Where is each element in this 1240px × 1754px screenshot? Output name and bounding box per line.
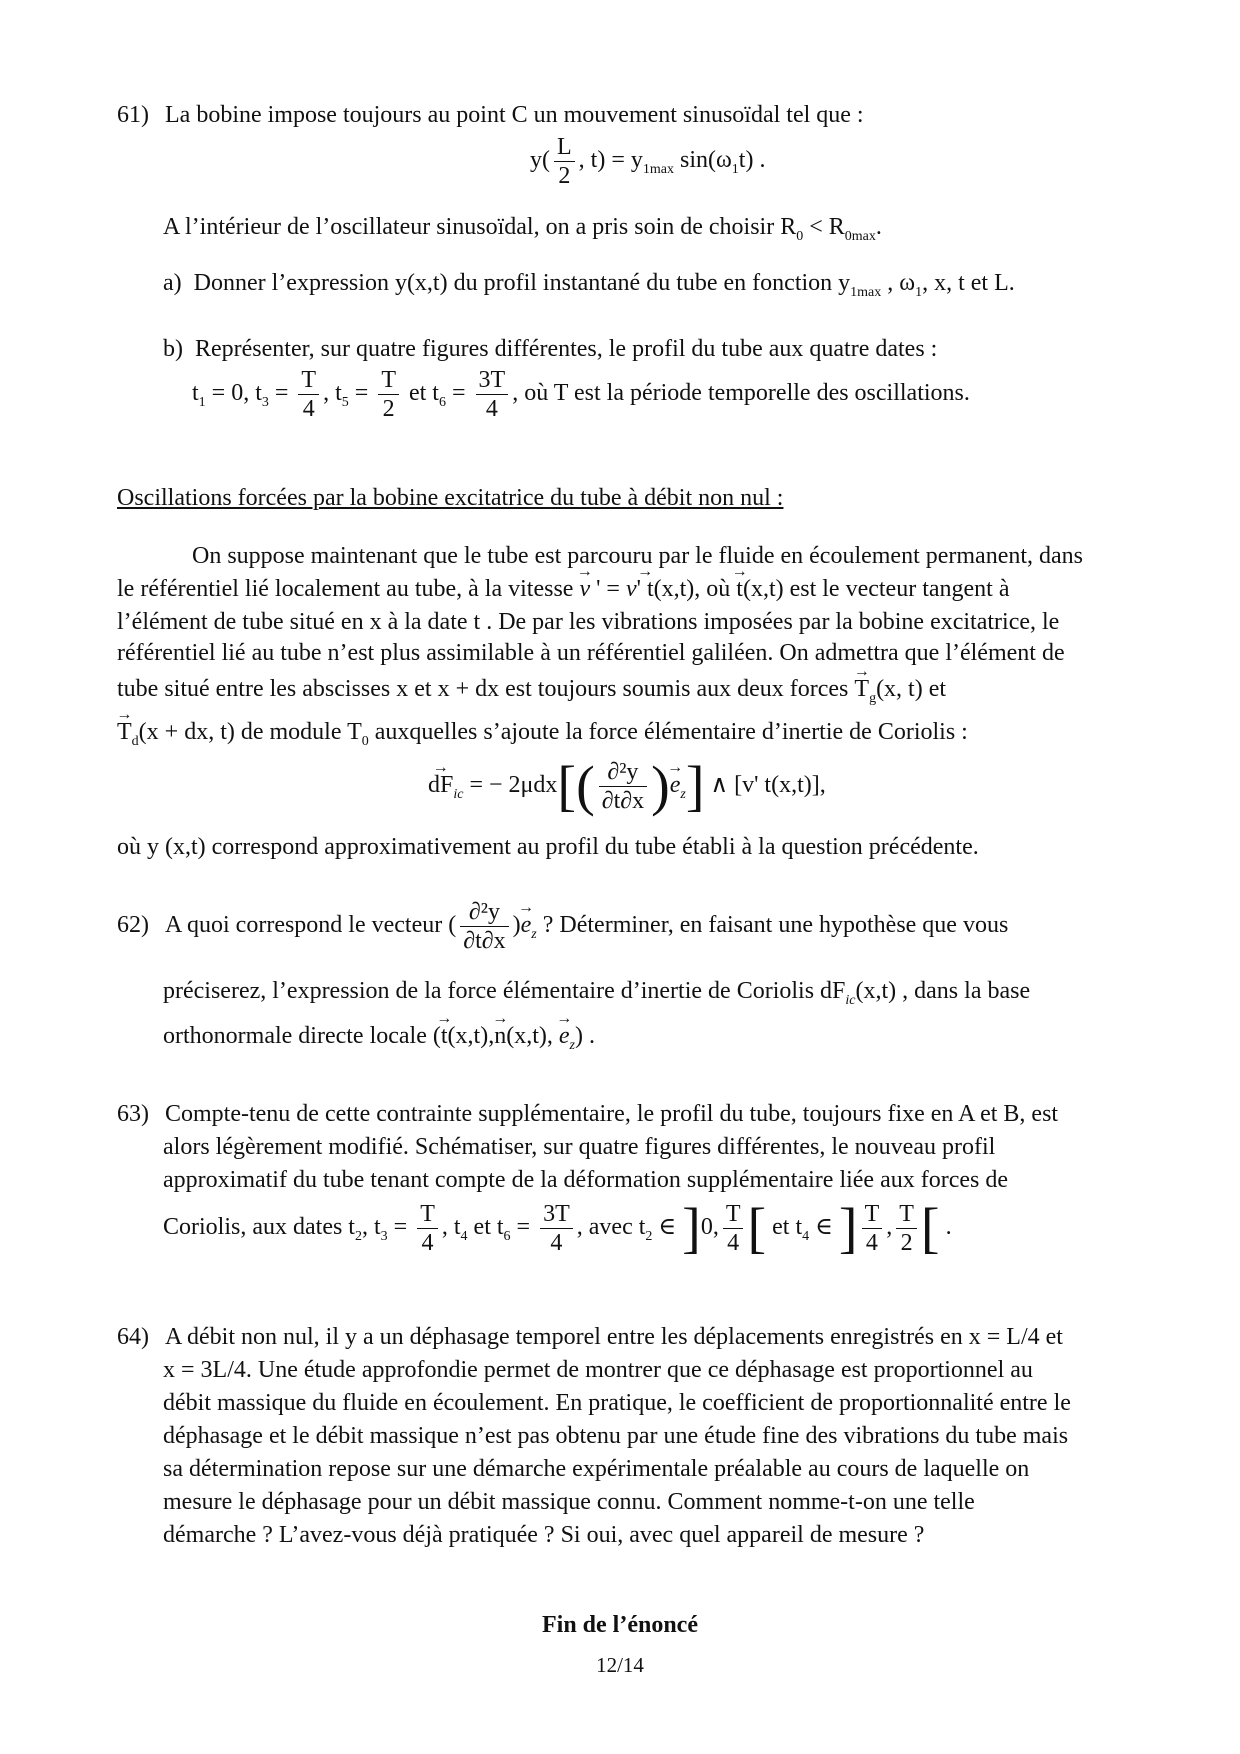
- eq-sub: 1max: [642, 161, 674, 177]
- q63-sub: 6: [503, 1228, 511, 1244]
- frac-den: 4: [727, 1230, 740, 1256]
- date-text: et t: [402, 380, 439, 407]
- q62-text: (x,t) , dans la base: [855, 978, 1031, 1004]
- para-text: ' =: [590, 576, 626, 602]
- q63-text: , avec t: [576, 1214, 646, 1241]
- frac-3T-4: [540, 1200, 573, 1257]
- q62-line-2: [163, 976, 1030, 1016]
- left-paren: (: [576, 755, 595, 818]
- q64-line-2: x = 3L/4. Une étude approfondie permet de montrer que ce déphasage est proportionnel au: [163, 1357, 1033, 1383]
- frac-T-4: [417, 1200, 438, 1257]
- end-title: Fin de l’énoncé: [542, 1612, 698, 1638]
- frac-3T-4: [476, 366, 509, 423]
- date-sub: 6: [438, 394, 446, 410]
- unit-vector-e: → e: [670, 771, 681, 799]
- date-sub: 1: [198, 394, 206, 410]
- q63-number: 63): [117, 1101, 149, 1127]
- part-text: Représenter, sur quatre figures différentes, le profil du tube aux quatre dates :: [195, 336, 938, 362]
- part-text: , x, t et L.: [922, 270, 1015, 296]
- vector-t: → t: [441, 1021, 448, 1051]
- para-text: le référentiel lié localement au tube, à la vitesse: [117, 576, 580, 602]
- date-text: , où T est la période temporelle des oscillations.: [512, 380, 970, 407]
- frac-num: T: [896, 1200, 917, 1229]
- date-text: =: [348, 380, 375, 407]
- q61-part-b-dates: [192, 366, 970, 423]
- paragraph-line-3: l’élément de tube situé en x à la date t . De par les vibrations imposées par la bobine excitatrice, le: [117, 609, 1060, 635]
- q62-text: (x,t),: [506, 1023, 559, 1049]
- para-sub: g: [869, 690, 877, 706]
- force-vector: [428, 771, 453, 799]
- frac-den: 4: [865, 1230, 878, 1256]
- para-text: (x,t) est le vecteur tangent à: [742, 576, 1010, 602]
- eq-text: t) .: [738, 147, 766, 174]
- q62-line-3: [163, 1021, 595, 1061]
- q63-sub: 2: [354, 1228, 362, 1244]
- after-equation-text: où y (x,t) correspond approximativement au profil du tube établi à la question précédente.: [117, 834, 979, 860]
- q61-intro: La bobine impose toujours au point C un mouvement sinusoïdal tel que :: [165, 102, 864, 128]
- frac-num: T: [723, 1200, 744, 1229]
- q61-number: 61): [117, 102, 149, 128]
- vector-t: → ' t: [637, 574, 654, 604]
- interval-bracket: ]: [682, 1197, 701, 1260]
- part-label: b): [163, 336, 183, 362]
- q63-sub: 4: [460, 1228, 468, 1244]
- eq-text: sin(ω: [673, 147, 732, 174]
- vector-t: → t: [736, 574, 743, 604]
- eq-sub: z: [680, 786, 686, 802]
- eq-text: ∧ [v' t(x,t)],: [704, 772, 826, 799]
- frac-num: T: [417, 1200, 438, 1229]
- frac-T-4: [298, 366, 319, 423]
- frac-num: T: [298, 366, 319, 395]
- q62-text: ) .: [574, 1023, 595, 1049]
- q63-line-1: [117, 1099, 1058, 1129]
- para-sub: 0: [361, 733, 369, 749]
- vector-T: → T: [854, 674, 869, 704]
- q63-sub: 3: [380, 1228, 388, 1244]
- q63-sub: 2: [645, 1228, 653, 1244]
- frac-num: ∂²y: [599, 758, 647, 787]
- q63-sub: 4: [802, 1228, 810, 1244]
- frac-den: 4: [421, 1230, 434, 1256]
- frac-num: ∂²y: [460, 898, 508, 927]
- q64-line-7: démarche ? L’avez-vous déjà pratiquée ? Si oui, avec quel appareil de mesure ?: [163, 1522, 925, 1548]
- vector-v: → v: [579, 574, 590, 604]
- q62-sub: z: [569, 1037, 575, 1053]
- vector-n: → n: [494, 1021, 506, 1051]
- frac-num: 3T: [476, 366, 509, 395]
- interval-bracket: [: [920, 1197, 940, 1260]
- para-text: auxquelles s’ajoute la force élémentaire d’inertie de Coriolis :: [368, 719, 968, 745]
- paragraph-line-1: On suppose maintenant que le tube est parcouru par le fluide en écoulement permanent, dans: [192, 543, 1084, 569]
- q64-text: A débit non nul, il y a un déphasage temporel entre les déplacements enregistrés en x = L/4 et: [165, 1324, 1063, 1350]
- frac-den: 2: [558, 163, 571, 189]
- para-text: (x,t), où: [653, 576, 737, 602]
- unit-vector-e: → e: [521, 911, 532, 939]
- eq-text: y(: [530, 147, 550, 174]
- note-sub: 0max: [844, 228, 876, 244]
- frac-den: 4: [550, 1230, 563, 1256]
- page-number: 12/14: [596, 1653, 644, 1677]
- part-sub: 1: [915, 284, 923, 300]
- q64-line-1: [117, 1322, 1063, 1352]
- q63-text: et t: [766, 1214, 803, 1241]
- frac-T-4: [723, 1200, 744, 1257]
- q64-line-4: déphasage et le débit massique n’est pas obtenu par une étude fine des vibrations du tube mais: [163, 1423, 1069, 1449]
- q61-note: [163, 212, 882, 252]
- paragraph-line-2: [117, 574, 1010, 604]
- frac-num: 3T: [540, 1200, 573, 1229]
- frac-den: 4: [485, 396, 498, 422]
- interval-bracket: ]: [838, 1197, 858, 1260]
- note-text: A l’intérieur de l’oscillateur sinusoïdal, on a pris soin de choisir R: [163, 214, 797, 240]
- section-heading: Oscillations forcées par la bobine excitatrice du tube à débit non nul :: [117, 485, 784, 511]
- q63-text: , t: [361, 1214, 381, 1241]
- q62-sub: ic: [845, 992, 856, 1008]
- frac-T-2: [378, 366, 399, 423]
- q64-line-3: débit massique du fluide en écoulement. En pratique, le coefficient de proportionnalité entre le: [163, 1390, 1071, 1416]
- q62-text: ? Déterminer, en faisant une hypothèse que vous: [536, 912, 1009, 939]
- part-text: Donner l’expression y(x,t) du profil instantané du tube en fonction y: [193, 270, 851, 296]
- q64-line-6: mesure le déphasage pour un débit massique connu. Comment nomme-t-on une telle: [163, 1489, 975, 1515]
- eq-text: dF: [428, 772, 454, 799]
- para-text: (x + dx, t) de module T: [138, 719, 362, 745]
- q63-text: =: [387, 1214, 414, 1241]
- q63-text: 0,: [700, 1214, 719, 1241]
- eq-sub: ic: [453, 786, 464, 802]
- q61-part-a: [163, 268, 1015, 308]
- paragraph-line-4: référentiel lié au tube n’est plus assimilable à un référentiel galiléen. On admettra que l’élément de: [117, 640, 1065, 666]
- q63-line-2: alors légèrement modifié. Schématiser, sur quatre figures différentes, le nouveau profil: [163, 1134, 996, 1160]
- eq-text: = − 2μdx: [463, 772, 558, 799]
- frac-num: T: [378, 366, 399, 395]
- right-bracket: ]: [685, 755, 705, 818]
- q62-text: (x,t),: [447, 1023, 495, 1049]
- frac-den: 2: [900, 1230, 913, 1256]
- frac-num: T: [862, 1200, 883, 1229]
- frac-T-2: [896, 1200, 917, 1257]
- para-text: tube situé entre les abscisses x et x + dx est toujours soumis aux deux forces: [117, 676, 855, 702]
- q62-fraction: [460, 898, 508, 955]
- frac-den: ∂t∂x: [601, 788, 645, 814]
- q62-number: 62): [117, 912, 149, 939]
- q63-text: Compte-tenu de cette contrainte supplémentaire, le profil du tube, toujours fixe en A et B, est: [165, 1101, 1059, 1127]
- right-paren: ): [651, 755, 670, 818]
- eq-text: , t) = y: [578, 147, 643, 174]
- left-bracket: [: [557, 755, 577, 818]
- date-text: t: [192, 380, 199, 407]
- eq-sub: 1: [731, 161, 739, 177]
- note-sub: 0: [796, 228, 804, 244]
- para-text: (x, t) et: [876, 676, 947, 702]
- date-sub: 3: [261, 394, 269, 410]
- q63-text: et t: [467, 1214, 504, 1241]
- q62-text: préciserez, l’expression de la force élémentaire d’inertie de Coriolis dF: [163, 978, 846, 1004]
- coriolis-equation: [428, 755, 826, 818]
- note-text: < R: [803, 214, 845, 240]
- q63-text: , t: [441, 1214, 461, 1241]
- q61-part-b: [163, 334, 937, 364]
- q64-number: 64): [117, 1324, 149, 1350]
- date-sub: 5: [341, 394, 349, 410]
- part-sub: 1max: [850, 284, 882, 300]
- q63-text: .: [945, 1214, 952, 1241]
- q63-text: ∈: [809, 1214, 839, 1241]
- q61-intro-line: [117, 100, 864, 130]
- date-text: , t: [323, 380, 342, 407]
- paragraph-line-6: [117, 717, 968, 757]
- q63-text: Coriolis, aux dates t: [163, 1214, 355, 1241]
- interval-bracket: [: [747, 1197, 767, 1260]
- q63-line-4: Coriolis, aux dates $t_2$, $t_3$ = $\frac{T}{4}$ , $t_4$ et $t_6$ = $\frac{3T}{4}$ , avec $t_2$ ∈ ]0, $\frac{T}{4}$ [ et $t_4$ ∈ ] $\frac{T}{4}$ , $\frac{T}{2}$ [ .: [163, 1197, 952, 1260]
- eq-fraction: [599, 758, 647, 815]
- q64-line-5: sa détermination repose sur une démarche expérimentale préalable au cours de laquelle on: [163, 1456, 1030, 1482]
- date-text: = 0, t: [205, 380, 262, 407]
- frac-num: L: [554, 133, 575, 162]
- para-sub: d: [131, 733, 139, 749]
- part-text: , ω: [881, 270, 916, 296]
- frac-den: ∂t∂x: [463, 928, 506, 954]
- eq-fraction: [554, 133, 575, 190]
- q62-text: A quoi correspond le vecteur: [165, 912, 449, 939]
- para-text: v: [625, 576, 637, 602]
- part-label: a): [163, 270, 182, 296]
- date-text: =: [268, 380, 295, 407]
- q62-sub: z: [531, 926, 537, 942]
- note-text: .: [875, 214, 882, 240]
- q62-text: orthonormale directe locale (: [163, 1023, 441, 1049]
- paragraph-line-5: [117, 674, 946, 714]
- frac-den: 4: [302, 396, 315, 422]
- frac-den: 2: [382, 396, 395, 422]
- q63-text: =: [510, 1214, 537, 1241]
- q63-line-3: approximatif du tube tenant compte de la déformation supplémentaire liée aux forces de: [163, 1167, 1009, 1193]
- q61-equation: [530, 133, 765, 190]
- date-text: =: [445, 380, 472, 407]
- frac-T-4: [862, 1200, 883, 1257]
- q63-text: ∈: [652, 1214, 683, 1241]
- vector-T: → T: [117, 717, 132, 747]
- q62-line-1: 62) A quoi correspond le vecteur ( $\frac{\text{∂²y}}{\partial t\partial x}$ )→ $e_z$ ? Déterminer, en faisant une hypothèse que vous: [117, 898, 1008, 955]
- unit-vector-e: → e: [559, 1021, 570, 1051]
